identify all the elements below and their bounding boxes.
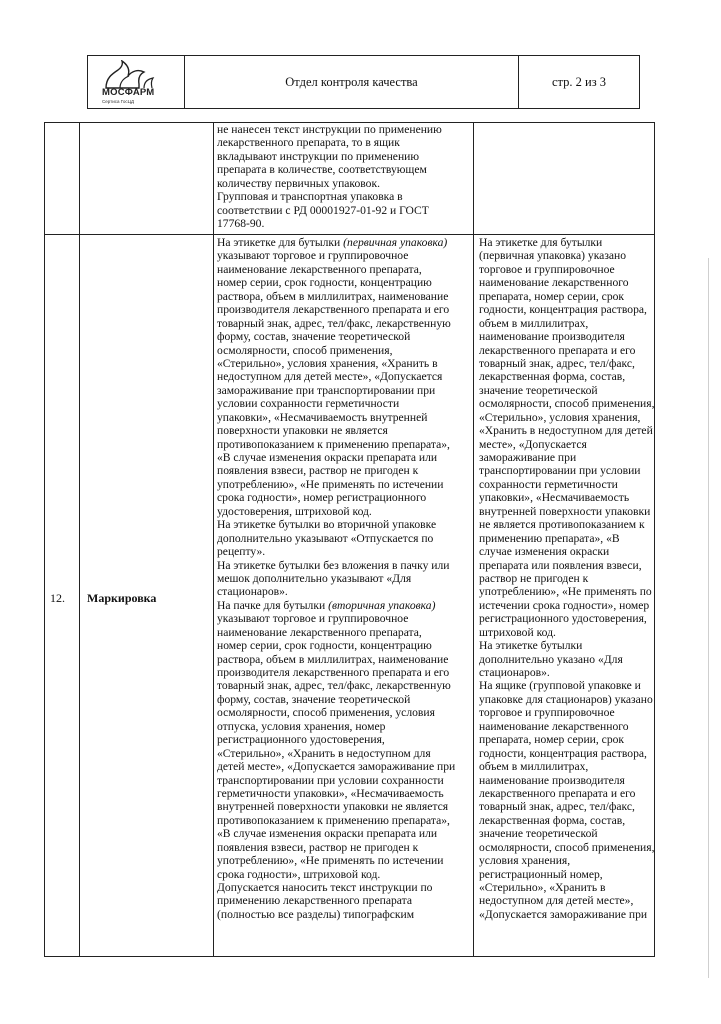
- text-line: применению лекарственного препарата: [217, 894, 412, 908]
- text-line: внутренней поверхности упаковки: [479, 504, 651, 518]
- table-left-border: [44, 122, 45, 957]
- text-line: наименование лекарственного препарата,: [217, 625, 422, 639]
- text-line: объем в миллилитрах,: [479, 760, 589, 774]
- text-line: товарный знак, адрес, тел/факс,: [479, 356, 635, 370]
- text-line: На пачке для бутылки (вторичная упаковка): [217, 598, 436, 612]
- text-line: объем в миллилитрах,: [479, 316, 589, 330]
- text-line: торговое и группировочное: [479, 262, 615, 276]
- text-line: противопоказанием к применению препарата»,: [217, 437, 450, 451]
- text-line: «Стерильно», условия хранения,: [479, 410, 641, 424]
- text-line: упаковки», «Несмачиваемость: [479, 491, 630, 505]
- text-line: осмолярности, способ применения,: [479, 397, 655, 411]
- text-line: указывают торговое и группировочное: [217, 612, 409, 626]
- text-line: внутренней поверхности упаковки не является: [217, 800, 449, 814]
- text-line: недоступном для детей месте», «Допускается: [217, 370, 443, 384]
- text-line: На этикетке бутылки во вторичной упаковке: [217, 518, 437, 532]
- text-line: наименование производителя: [479, 330, 625, 344]
- text-line: На этикетке бутылки без вложения в пачку или: [217, 558, 450, 572]
- text-line: «В случае изменения окраски препарата или: [217, 451, 438, 464]
- text-line: «Допускается замораживание при: [479, 907, 648, 921]
- text-line: препарата, номер серии, срок: [479, 733, 625, 747]
- text-line: лекарственная форма, состав,: [479, 370, 626, 384]
- text-line: На ящике (групповой упаковке и: [479, 679, 641, 693]
- previous-row-requirement: [217, 123, 442, 231]
- text-line: торговое и группировочное: [479, 706, 615, 720]
- text-line: недоступном для детей месте»,: [479, 894, 634, 908]
- text-line: упаковке для стационаров) указано: [479, 692, 653, 706]
- text-line: детей месте», «Допускается замораживание при: [217, 760, 456, 774]
- text-line: (первичная упаковка) указано: [479, 249, 627, 263]
- text-line: дополнительно указывают «Отпускается по: [217, 531, 434, 545]
- text-line: сохранности герметичности: [479, 477, 618, 491]
- text-line: На этикетке бутылки: [479, 639, 583, 653]
- text-line: значение теоретической: [479, 827, 598, 841]
- text-line: лекарственного препарата и его: [479, 343, 636, 357]
- text-line: Групповая и транспортная упаковка в: [217, 190, 403, 204]
- text-line: употреблению», «Не применять по истечении: [217, 854, 444, 868]
- text-line: вкладывают инструкции по применению: [217, 149, 420, 163]
- text-line: раствор не пригоден к: [479, 571, 589, 585]
- text-line: регистрационного удостоверения,: [479, 612, 647, 626]
- text-line: (полностью все разделы) типографским: [217, 907, 415, 921]
- text-line: лекарственная форма, состав,: [479, 813, 626, 827]
- text-line: рецепту».: [217, 545, 266, 559]
- text-line: противопоказанием к применению препарата»,: [217, 813, 450, 827]
- text-line: регистрационного удостоверения,: [217, 733, 385, 747]
- text-line: упаковки», «Несмачиваемость внутренней: [217, 410, 428, 424]
- text-line: удостоверения, штриховой код.: [217, 504, 372, 518]
- text-line: препарата или появления взвеси,: [479, 558, 642, 572]
- text-line: соответствии с РД 00001927-01-92 и ГОСТ: [217, 203, 429, 217]
- text-line: товарный знак, адрес, тел/факс,: [479, 800, 635, 814]
- table-bottom-border: [44, 956, 654, 957]
- text-line: срока годности», номер регистрационного: [217, 491, 427, 505]
- text-line: номер серии, срок годности, концентрацию: [217, 639, 432, 653]
- text-line: препарата, номер серии, срок: [479, 289, 625, 303]
- text-line: Допускается наносить текст инструкции по: [217, 881, 433, 894]
- text-line: товарный знак, адрес, тел/факс, лекарственную: [217, 679, 451, 693]
- text-line: герметичности упаковки», «Несмачиваемость: [217, 786, 444, 800]
- text-line: регистрационный номер,: [479, 867, 603, 881]
- text-line: отпуска, условия хранения, номер: [217, 719, 386, 733]
- text-line: стационаров».: [479, 666, 550, 679]
- text-line: «Стерильно», условия хранения, «Хранить в: [217, 356, 438, 370]
- text-line: годности, концентрация раствора,: [479, 303, 647, 317]
- text-line: транспортировании при условии сохранности: [217, 773, 444, 787]
- text-line: количеству первичных упаковок.: [217, 176, 380, 190]
- text-line: применению препарата», «В: [479, 531, 620, 545]
- text-line: На этикетке для бутылки (первичная упаковка): [217, 236, 448, 249]
- text-line: «Стерильно», «Хранить в недоступном для: [217, 746, 431, 760]
- column-divider: [213, 122, 214, 957]
- text-line: наименование лекарственного препарата,: [217, 262, 422, 276]
- text-line: «Стерильно», «Хранить в: [479, 881, 606, 894]
- text-line: наименование лекарственного: [479, 719, 629, 733]
- text-line: лекарственного препарата и его: [479, 786, 636, 800]
- text-line: производителя лекарственного препарата и его: [217, 666, 450, 679]
- text-line: употреблению», «Не применять по истечении: [217, 477, 444, 491]
- text-line: лекарственного препарата, то в ящик: [217, 136, 400, 150]
- text-line: транспортировании при условии: [479, 464, 641, 478]
- text-line: раствора, объем в миллилитрах, наименование: [217, 652, 449, 666]
- text-line: поверхности упаковки не является: [217, 424, 388, 438]
- text-line: номер серии, срок годности, концентрацию: [217, 276, 432, 290]
- text-line: появления взвеси, раствор не пригоден к: [217, 840, 419, 854]
- department-title: Отдел контроля качества: [185, 56, 519, 108]
- text-line: осмолярности, способ применения,: [479, 840, 655, 854]
- logo-subtext: Сертиса ГосЦД: [102, 99, 134, 104]
- mosfarm-logo-icon: [98, 60, 168, 90]
- text-line: месте», «Допускается: [479, 437, 587, 451]
- text-line: раствора, объем в миллилитрах, наименование: [217, 289, 449, 303]
- text-line: мешок дополнительно указывают «Для: [217, 571, 412, 585]
- text-line: «Хранить в недоступном для детей: [479, 424, 653, 438]
- text-line: истечении срока годности», номер: [479, 598, 650, 612]
- page-edge-shadow: [708, 258, 709, 978]
- text-line: условии сохранности герметичности: [217, 397, 400, 411]
- text-line: появления взвеси, раствор не пригоден к: [217, 464, 419, 478]
- text-line: дополнительно указано «Для: [479, 652, 623, 666]
- text-line: не нанесен текст инструкции по применению: [217, 123, 442, 136]
- text-line: не является противопоказанием к: [479, 518, 645, 532]
- text-line: употреблению», «Не применять по: [479, 585, 652, 599]
- text-line: «В случае изменения окраски препарата или: [217, 827, 438, 841]
- column-divider: [79, 122, 80, 957]
- row-requirement-text: [217, 236, 455, 921]
- text-line: случае изменения окраски: [479, 545, 610, 559]
- row-separator: [44, 234, 654, 235]
- text-line: 17768-90.: [217, 217, 265, 231]
- row-section-name: Маркировка: [87, 591, 157, 605]
- text-line: штриховой код.: [479, 625, 556, 639]
- text-line: срока годности», штриховой код.: [217, 867, 381, 881]
- row-number: 12.: [50, 591, 65, 605]
- column-divider: [473, 122, 474, 957]
- logo-text: МОСФАРМ: [102, 87, 155, 98]
- logo-cell: [88, 56, 185, 108]
- text-line: стационаров».: [217, 585, 288, 599]
- text-line: наименование лекарственного: [479, 276, 629, 290]
- text-line: форму, состав, значение теоретической: [217, 692, 411, 706]
- text-line: производителя лекарственного препарата и его: [217, 303, 450, 317]
- row-result-text: [479, 236, 655, 921]
- text-line: осмолярности, способ применения,: [217, 343, 393, 357]
- text-line: замораживание при транспортировании при: [217, 383, 436, 397]
- text-line: годности, концентрация раствора,: [479, 746, 647, 760]
- text-line: осмолярности, способ применения, условия: [217, 706, 435, 720]
- text-line: условия хранения,: [479, 854, 571, 868]
- document-header: [87, 55, 640, 109]
- text-line: замораживание при: [479, 451, 577, 464]
- text-line: На этикетке для бутылки: [479, 236, 603, 249]
- text-line: указывают торговое и группировочное: [217, 249, 409, 263]
- text-line: форму, состав, значение теоретической: [217, 330, 411, 344]
- text-line: товарный знак, адрес, тел/факс, лекарственную: [217, 316, 451, 330]
- page-number: стр. 2 из 3: [551, 74, 607, 89]
- text-line: наименование производителя: [479, 773, 625, 787]
- text-line: препарата в количестве, соответствующем: [217, 163, 427, 177]
- text-line: значение теоретической: [479, 383, 598, 397]
